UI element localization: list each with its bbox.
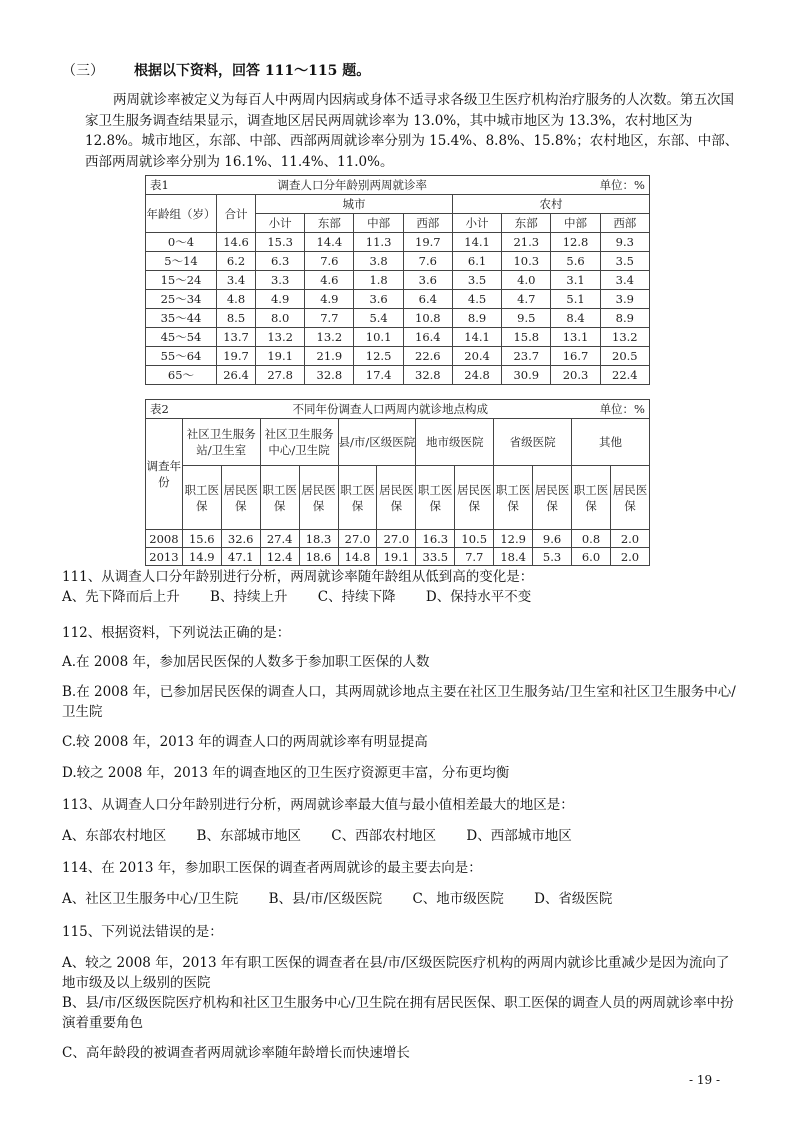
rate-cell: 16.7 bbox=[551, 347, 600, 366]
table1-subheader: 东部 bbox=[305, 214, 354, 233]
rate-cell: 7.7 bbox=[305, 309, 354, 328]
q114-option-a[interactable]: A、社区卫生服务中心/卫生院 bbox=[62, 891, 239, 907]
q115-option-c[interactable]: C、高年龄段的被调查者两周就诊率随年龄增长而快速增长 bbox=[62, 1045, 410, 1061]
rate-cell: 4.5 bbox=[452, 290, 501, 309]
table-row bbox=[146, 328, 650, 347]
q113-option-d[interactable]: D、西部城市地区 bbox=[466, 828, 572, 844]
share-cell: 15.6 bbox=[182, 530, 221, 548]
table2-group: 其他 bbox=[572, 419, 650, 466]
rate-cell: 14.6 bbox=[217, 233, 256, 252]
table1 bbox=[145, 175, 650, 385]
table2-group: 地市级医院 bbox=[416, 419, 494, 466]
share-cell: 7.7 bbox=[455, 548, 494, 566]
table-row bbox=[146, 233, 650, 252]
rate-cell: 7.6 bbox=[305, 252, 354, 271]
rate-cell: 4.8 bbox=[217, 290, 256, 309]
q113-option-b[interactable]: B、东部城市地区 bbox=[196, 828, 301, 844]
q113-options bbox=[62, 826, 742, 846]
table1-group-city: 城市 bbox=[256, 195, 453, 214]
rate-cell: 32.8 bbox=[305, 366, 354, 385]
age-group-cell: 0～4 bbox=[146, 233, 217, 252]
age-group-cell: 55～64 bbox=[146, 347, 217, 366]
age-group-cell: 35～44 bbox=[146, 309, 217, 328]
rate-cell: 13.2 bbox=[305, 328, 354, 347]
table1-subheader: 西部 bbox=[403, 214, 452, 233]
table-row bbox=[146, 290, 650, 309]
rate-cell: 3.4 bbox=[600, 271, 649, 290]
q112-option-d[interactable]: D.较之 2008 年，2013 年的调查地区的卫生医疗资源更丰富，分布更均衡 bbox=[62, 765, 510, 781]
rate-cell: 9.5 bbox=[502, 309, 551, 328]
rate-cell: 8.9 bbox=[452, 309, 501, 328]
table1-subheader: 西部 bbox=[600, 214, 649, 233]
rate-cell: 21.3 bbox=[502, 233, 551, 252]
rate-cell: 27.8 bbox=[256, 366, 305, 385]
table2-subheader: 居民医保 bbox=[299, 466, 338, 530]
rate-cell: 19.7 bbox=[217, 347, 256, 366]
share-cell: 12.4 bbox=[260, 548, 299, 566]
table2-col-year: 调查年份 bbox=[146, 419, 183, 530]
table1-col-total: 合计 bbox=[217, 195, 256, 233]
q115-option-b[interactable]: B、县/市/区级医院医疗机构和社区卫生服务中心/卫生院在拥有居民医保、职工医保的调查人员的两周就诊率中扮演着重要角色 bbox=[62, 995, 734, 1031]
q111-option-a[interactable]: A、先下降而后上升 bbox=[62, 589, 180, 605]
rate-cell: 3.5 bbox=[452, 271, 501, 290]
rate-cell: 7.6 bbox=[403, 252, 452, 271]
share-cell: 9.6 bbox=[533, 530, 572, 548]
table2-group: 县/市/区级医院 bbox=[338, 419, 416, 466]
page-number: - 19 - bbox=[688, 1073, 720, 1087]
share-cell: 14.9 bbox=[182, 548, 221, 566]
share-cell: 32.6 bbox=[221, 530, 260, 548]
share-cell: 2.0 bbox=[610, 548, 649, 566]
share-cell: 33.5 bbox=[416, 548, 455, 566]
age-group-cell: 15～24 bbox=[146, 271, 217, 290]
table1-subheader: 小计 bbox=[452, 214, 501, 233]
q111-option-d[interactable]: D、保持水平不变 bbox=[425, 589, 532, 605]
rate-cell: 4.9 bbox=[305, 290, 354, 309]
age-group-cell: 25～34 bbox=[146, 290, 217, 309]
rate-cell: 17.4 bbox=[354, 366, 403, 385]
table2-label: 表2 bbox=[150, 402, 169, 416]
table2-subheader: 居民医保 bbox=[221, 466, 260, 530]
rate-cell: 4.6 bbox=[305, 271, 354, 290]
rate-cell: 4.7 bbox=[502, 290, 551, 309]
age-group-cell: 5～14 bbox=[146, 252, 217, 271]
rate-cell: 5.4 bbox=[354, 309, 403, 328]
rate-cell: 19.1 bbox=[256, 347, 305, 366]
q111-option-c[interactable]: C、持续下降 bbox=[317, 589, 396, 605]
rate-cell: 13.7 bbox=[217, 328, 256, 347]
rate-cell: 8.5 bbox=[217, 309, 256, 328]
q113-stem: 113、从调查人口分年龄别进行分析，两周就诊率最大值与最小值相差最大的地区是： bbox=[62, 797, 574, 813]
rate-cell: 32.8 bbox=[403, 366, 452, 385]
table2-subheader: 职工医保 bbox=[494, 466, 533, 530]
section-header bbox=[62, 60, 370, 80]
rate-cell: 15.8 bbox=[502, 328, 551, 347]
q114-option-b[interactable]: B、县/市/区级医院 bbox=[268, 891, 383, 907]
table2-group: 省级医院 bbox=[494, 419, 572, 466]
year-cell: 2013 bbox=[146, 548, 183, 566]
rate-cell: 30.9 bbox=[502, 366, 551, 385]
share-cell: 6.0 bbox=[572, 548, 611, 566]
share-cell: 12.9 bbox=[494, 530, 533, 548]
rate-cell: 19.7 bbox=[403, 233, 452, 252]
table2-subheader: 职工医保 bbox=[338, 466, 377, 530]
rate-cell: 12.8 bbox=[551, 233, 600, 252]
q113-option-c[interactable]: C、西部农村地区 bbox=[331, 828, 437, 844]
rate-cell: 10.3 bbox=[502, 252, 551, 271]
rate-cell: 22.4 bbox=[600, 366, 649, 385]
rate-cell: 3.8 bbox=[354, 252, 403, 271]
rate-cell: 3.1 bbox=[551, 271, 600, 290]
intro-paragraph bbox=[85, 90, 745, 172]
table2-subheader: 职工医保 bbox=[260, 466, 299, 530]
q114-option-d[interactable]: D、省级医院 bbox=[534, 891, 613, 907]
rate-cell: 26.4 bbox=[217, 366, 256, 385]
rate-cell: 11.3 bbox=[354, 233, 403, 252]
rate-cell: 5.1 bbox=[551, 290, 600, 309]
table2-subheader: 居民医保 bbox=[455, 466, 494, 530]
q112-stem: 112、根据资料，下列说法正确的是： bbox=[62, 625, 291, 641]
share-cell: 2.0 bbox=[610, 530, 649, 548]
rate-cell: 20.5 bbox=[600, 347, 649, 366]
rate-cell: 10.8 bbox=[403, 309, 452, 328]
share-cell: 18.3 bbox=[299, 530, 338, 548]
table2-group: 社区卫生服务站/卫生室 bbox=[182, 419, 260, 466]
q111-option-b[interactable]: B、持续上升 bbox=[210, 589, 288, 605]
rate-cell: 6.1 bbox=[452, 252, 501, 271]
table2-group: 社区卫生服务中心/卫生院 bbox=[260, 419, 338, 466]
rate-cell: 5.6 bbox=[551, 252, 600, 271]
q113-option-a[interactable]: A、东部农村地区 bbox=[62, 828, 167, 844]
table1-unit: 单位：% bbox=[599, 178, 645, 192]
rate-cell: 24.8 bbox=[452, 366, 501, 385]
share-cell: 18.4 bbox=[494, 548, 533, 566]
table2-subheader: 职工医保 bbox=[182, 466, 221, 530]
share-cell: 27.4 bbox=[260, 530, 299, 548]
table2-unit: 单位：% bbox=[599, 402, 645, 416]
table1-subheader: 中部 bbox=[551, 214, 600, 233]
rate-cell: 1.8 bbox=[354, 271, 403, 290]
table-row bbox=[146, 252, 650, 271]
rate-cell: 3.5 bbox=[600, 252, 649, 271]
section-title: 根据以下资料，回答 111～115 题。 bbox=[134, 63, 371, 79]
table2-subheader: 居民医保 bbox=[610, 466, 649, 530]
rate-cell: 14.1 bbox=[452, 233, 501, 252]
rate-cell: 6.2 bbox=[217, 252, 256, 271]
q115-stem: 115、下列说法错误的是： bbox=[62, 924, 223, 940]
rate-cell: 4.0 bbox=[502, 271, 551, 290]
table1-label: 表1 bbox=[150, 178, 169, 192]
table-row bbox=[146, 271, 650, 290]
rate-cell: 16.4 bbox=[403, 328, 452, 347]
table-row bbox=[146, 309, 650, 328]
table1-title: 调查人口分年龄别两周就诊率 bbox=[277, 178, 427, 192]
rate-cell: 8.9 bbox=[600, 309, 649, 328]
share-cell: 18.6 bbox=[299, 548, 338, 566]
share-cell: 10.5 bbox=[455, 530, 494, 548]
share-cell: 16.3 bbox=[416, 530, 455, 548]
share-cell: 14.8 bbox=[338, 548, 377, 566]
rate-cell: 22.6 bbox=[403, 347, 452, 366]
q114-option-c[interactable]: C、地市级医院 bbox=[412, 891, 504, 907]
rate-cell: 14.4 bbox=[305, 233, 354, 252]
rate-cell: 20.3 bbox=[551, 366, 600, 385]
q114-stem: 114、在 2013 年，参加职工医保的调查者两周就诊的最主要去向是： bbox=[62, 860, 482, 876]
share-cell: 47.1 bbox=[221, 548, 260, 566]
share-cell: 0.8 bbox=[572, 530, 611, 548]
rate-cell: 23.7 bbox=[502, 347, 551, 366]
section-number: （三） bbox=[62, 63, 104, 79]
rate-cell: 9.3 bbox=[600, 233, 649, 252]
rate-cell: 13.2 bbox=[600, 328, 649, 347]
rate-cell: 6.4 bbox=[403, 290, 452, 309]
rate-cell: 10.1 bbox=[354, 328, 403, 347]
rate-cell: 13.2 bbox=[256, 328, 305, 347]
q114-options bbox=[62, 889, 742, 909]
share-cell: 27.0 bbox=[377, 530, 416, 548]
rate-cell: 14.1 bbox=[452, 328, 501, 347]
table1-col-age: 年龄组（岁） bbox=[146, 195, 217, 233]
table-row bbox=[146, 366, 650, 385]
rate-cell: 20.4 bbox=[452, 347, 501, 366]
age-group-cell: 65～ bbox=[146, 366, 217, 385]
rate-cell: 15.3 bbox=[256, 233, 305, 252]
rate-cell: 3.3 bbox=[256, 271, 305, 290]
rate-cell: 12.5 bbox=[354, 347, 403, 366]
table2-subheader: 居民医保 bbox=[377, 466, 416, 530]
year-cell: 2008 bbox=[146, 530, 183, 548]
rate-cell: 3.6 bbox=[403, 271, 452, 290]
question-111 bbox=[62, 567, 742, 607]
rate-cell: 8.0 bbox=[256, 309, 305, 328]
table1-subheader: 小计 bbox=[256, 214, 305, 233]
rate-cell: 6.3 bbox=[256, 252, 305, 271]
table2-subheader: 职工医保 bbox=[572, 466, 611, 530]
table2-title: 不同年份调查人口两周内就诊地点构成 bbox=[292, 402, 488, 416]
table2 bbox=[145, 399, 650, 566]
rate-cell: 21.9 bbox=[305, 347, 354, 366]
table2-subheader: 居民医保 bbox=[533, 466, 572, 530]
share-cell: 5.3 bbox=[533, 548, 572, 566]
rate-cell: 13.1 bbox=[551, 328, 600, 347]
share-cell: 19.1 bbox=[377, 548, 416, 566]
rate-cell: 4.9 bbox=[256, 290, 305, 309]
table-row bbox=[146, 548, 650, 566]
rate-cell: 8.4 bbox=[551, 309, 600, 328]
rate-cell: 3.9 bbox=[600, 290, 649, 309]
table1-group-rural: 农村 bbox=[452, 195, 649, 214]
age-group-cell: 45～54 bbox=[146, 328, 217, 347]
q112-option-c[interactable]: C.较 2008 年，2013 年的调查人口的两周就诊率有明显提高 bbox=[62, 734, 428, 750]
intro-text: 两周就诊率被定义为每百人中两周内因病或身体不适寻求各级卫生医疗机构治疗服务的人次数。第五次国家卫生服务调查结果显示，调查地区居民两周就诊率为 13.0%，其中城市地区为 13.3%，农村地区为 12.8%。城市地区，东部、中部、西部两周就诊率分别为 15.4%、8.8%、15.8%；农村地区，东部、中部、西部两周就诊率分别为 16.1%、11.4%、11.0%。 bbox=[85, 92, 739, 170]
q111-stem: 111、从调查人口分年龄别进行分析，两周就诊率随年龄组从低到高的变化是： bbox=[62, 569, 534, 585]
table1-subheader: 东部 bbox=[502, 214, 551, 233]
table-row bbox=[146, 530, 650, 548]
table-row bbox=[146, 347, 650, 366]
share-cell: 27.0 bbox=[338, 530, 377, 548]
q112-option-b[interactable]: B.在 2008 年，已参加居民医保的调查人口，其两周就诊地点主要在社区卫生服务站/卫生室和社区卫生服务中心/卫生院 bbox=[62, 684, 736, 720]
table1-subheader: 中部 bbox=[354, 214, 403, 233]
rate-cell: 3.4 bbox=[217, 271, 256, 290]
table2-subheader: 职工医保 bbox=[416, 466, 455, 530]
q115-option-a[interactable]: A、较之 2008 年，2013 年有职工医保的调查者在县/市/区级医院医疗机构的两周内就诊比重减少是因为流向了地市级及以上级别的医院 bbox=[62, 955, 730, 991]
rate-cell: 3.6 bbox=[354, 290, 403, 309]
q112-option-a[interactable]: A.在 2008 年，参加居民医保的人数多于参加职工医保的人数 bbox=[62, 654, 430, 670]
